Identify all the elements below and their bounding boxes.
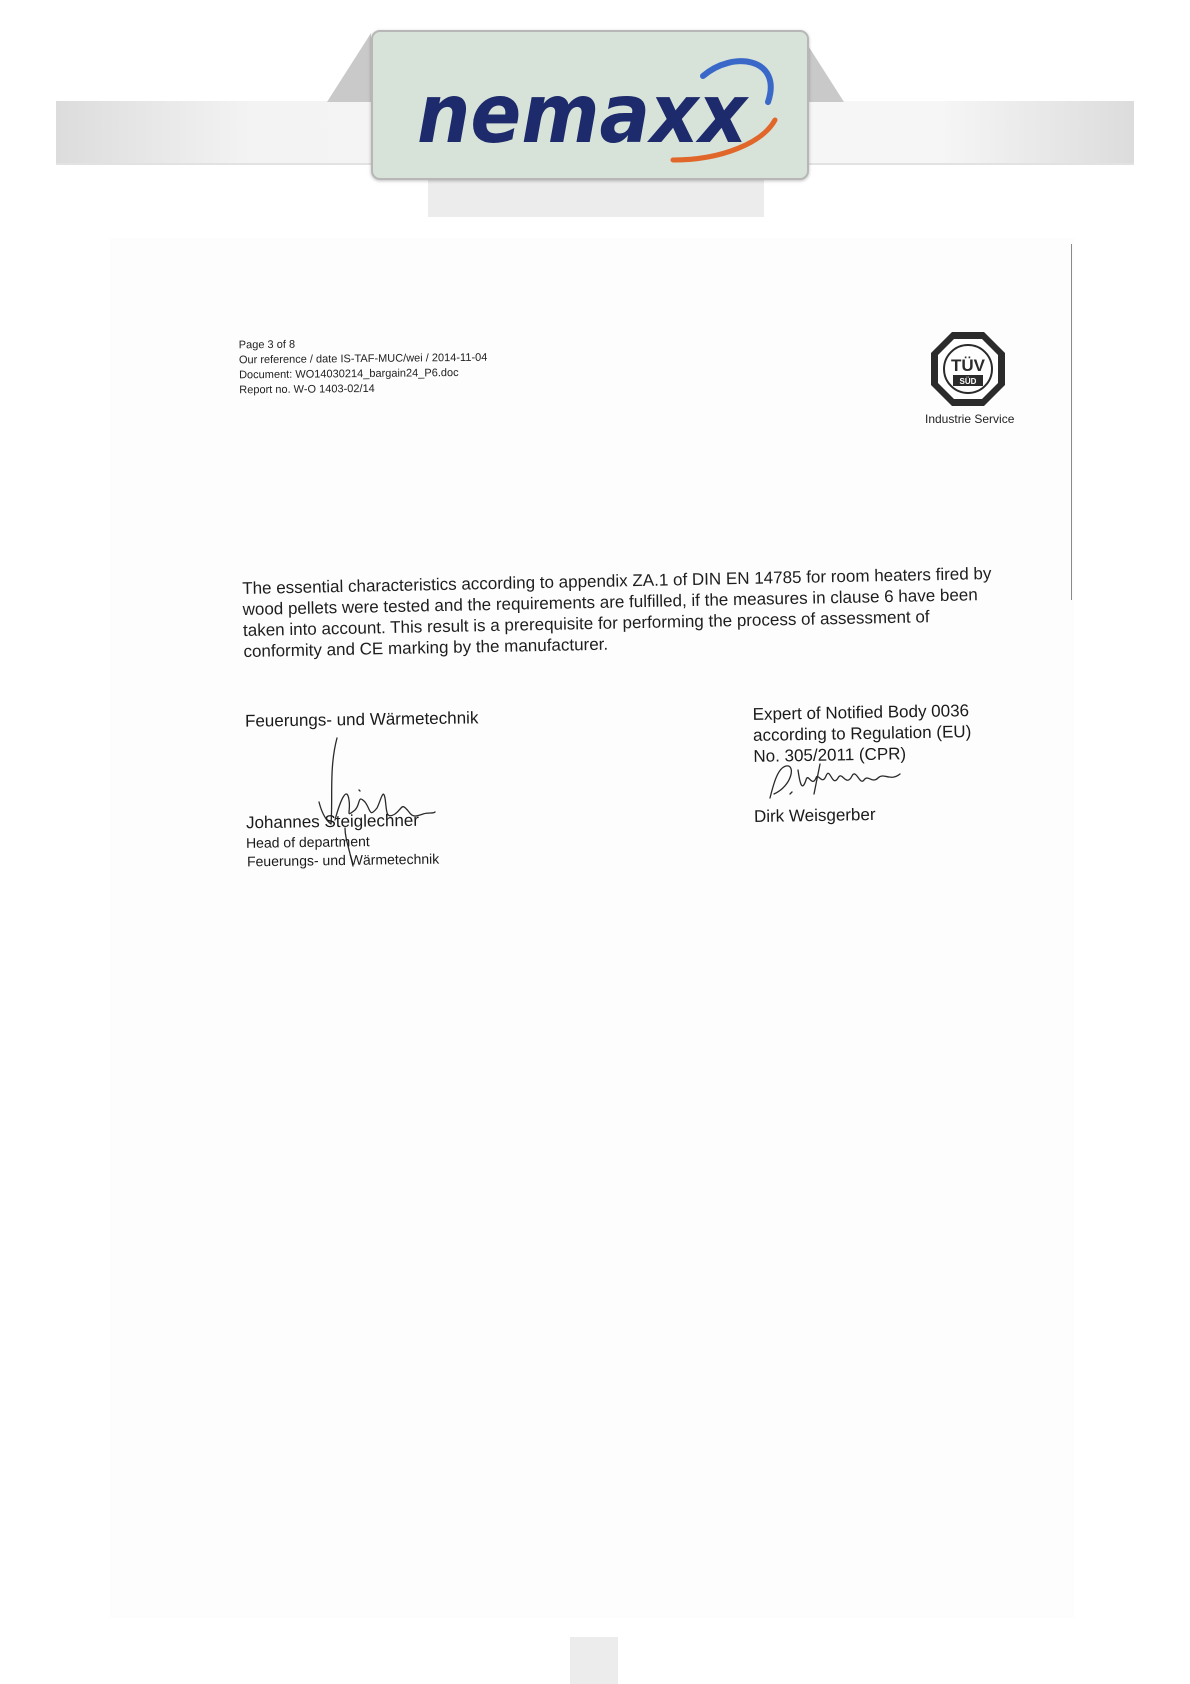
banner-tab (428, 176, 764, 217)
report-number: Report no. W-O 1403-02/14 (239, 382, 375, 397)
handwritten-signature-right (760, 758, 910, 804)
logo-text: nemaxx (417, 67, 750, 162)
tuv-octagon-icon (929, 330, 1007, 408)
document-page (110, 238, 1074, 1618)
nemaxx-logo (373, 32, 807, 178)
notified-body-line-1: Expert of Notified Body 0036 (752, 701, 970, 724)
signature-left-role: Head of department (245, 833, 370, 851)
tuv-label: Industrie Service (925, 412, 1015, 426)
signature-left-name: Johannes Steiglechner (245, 810, 420, 833)
tuv-sud-mark (925, 330, 1015, 432)
tuv-mark-subtext: SÜD (959, 377, 977, 386)
notified-body-line-3: No. 305/2011 (CPR) (753, 744, 907, 766)
page-number: Page 3 of 8 (238, 338, 296, 352)
tuv-mark-text: TÜV (951, 356, 985, 375)
signature-right-name: Dirk Weisgerber (753, 804, 876, 827)
signature-left-title: Feuerungs- und Wärmetechnik (244, 708, 479, 731)
signature-block-left (245, 706, 605, 881)
body-paragraph: The essential characteristics according to appendix ZA.1 of DIN EN 14785 for room heaters fired by wood pellets were tested and the requirements are fulfilled, if the measures in clause 6 have been taken into account. This result is a prerequisite for performing the process of assessment of conformity and CE marking by the manufacturer. (242, 563, 992, 661)
notified-body-statement (752, 700, 971, 767)
banner-bracket-left (327, 33, 371, 102)
signature-block-right (752, 698, 1052, 838)
reference-line: Our reference / date IS-TAF-MUC/wei / 2014-11-04 (238, 351, 488, 367)
document-line: Document: WO14030214_bargain24_P6.doc (239, 367, 459, 382)
document-header (239, 336, 488, 399)
signature-left-department: Feuerungs- und Wärmetechnik (246, 850, 440, 870)
page-footer-tab (570, 1637, 618, 1684)
logo-badge[interactable] (371, 30, 809, 180)
notified-body-line-2: according to Regulation (EU) (752, 722, 972, 745)
scan-edge-line (1071, 244, 1072, 600)
